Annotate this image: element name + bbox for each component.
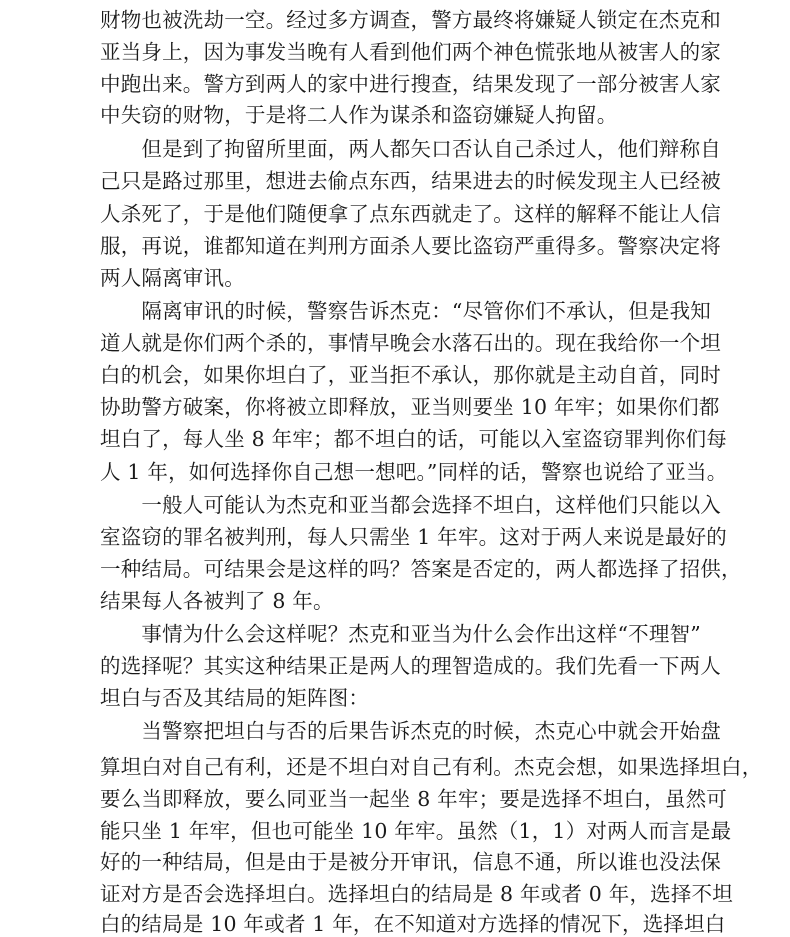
- text-line: 算坦白对自己有利，还是不坦白对自己有利。杰克会想，如果选择坦白，: [100, 755, 763, 779]
- text-line: 白的机会，如果你坦白了，亚当拒不承认，那你就是主动自首，同时: [100, 363, 721, 387]
- text-line: 协助警方破案，你将被立即释放，亚当则要坐 10 年牢；如果你们都: [100, 395, 720, 419]
- text-line: 室盗窃的罪名被判刑，每人只需坐 1 年牢。这对于两人来说是最好的: [100, 525, 727, 549]
- text-line: 己只是路过那里，想进去偷点东西，结果进去的时候发现主人已经被: [100, 169, 721, 193]
- text-line: 中失窃的财物，于是将二人作为谋杀和盗窃嫌疑人拘留。: [100, 103, 618, 127]
- text-line: 一般人可能认为杰克和亚当都会选择不坦白，这样他们只能以入: [100, 493, 721, 517]
- text-line: 的选择呢？其实这种结果正是两人的理智造成的。我们先看一下两人: [100, 654, 721, 678]
- text-line: 要么当即释放，要么同亚当一起坐 8 年牢；要是选择不坦白，虽然可: [100, 787, 727, 811]
- text-line: 财物也被洗劫一空。经过多方调查，警方最终将嫌疑人锁定在杰克和: [100, 8, 721, 32]
- text-line: 中跑出来。警方到两人的家中进行搜查，结果发现了一部分被害人家: [100, 72, 721, 96]
- text-line: 但是到了拘留所里面，两人都矢口否认自己杀过人，他们辩称自: [100, 137, 721, 161]
- text-line: 道人就是你们两个杀的，事情早晚会水落石出的。现在我给你一个坦: [100, 331, 721, 355]
- text-line: 坦白了，每人坐 8 年牢；都不坦白的话，可能以入室盗窃罪判你们每: [100, 427, 727, 451]
- text-line: 事情为什么会这样呢？杰克和亚当为什么会作出这样“不理智”: [100, 622, 701, 646]
- text-line: 隔离审讯的时候，警察告诉杰克：“尽管你们不承认，但是我知: [100, 299, 711, 323]
- document-page: [100, 0, 763, 936]
- text-line: 一种结局。可结果会是这样的吗？答案是否定的，两人都选择了招供，: [100, 557, 742, 581]
- text-line: 当警察把坦白与否的后果告诉杰克的时候，杰克心中就会开始盘: [100, 719, 721, 743]
- text-line: 白的结局是 10 年或者 1 年，在不知道对方选择的情况下，选择坦白: [100, 912, 726, 936]
- text-line: 亚当身上，因为事发当晚有人看到他们两个神色慌张地从被害人的家: [100, 40, 721, 64]
- text-line: 证对方是否会选择坦白。选择坦白的结局是 8 年或者 0 年，选择不坦: [100, 882, 733, 906]
- text-line: 两人隔离审讯。: [100, 266, 245, 290]
- text-line: 服，再说，谁都知道在判刑方面杀人要比盗窃严重得多。警察决定将: [100, 234, 721, 258]
- text-line: 结果每人各被判了 8 年。: [100, 589, 334, 613]
- text-line: 能只坐 1 年牢，但也可能坐 10 年牢。虽然（1，1）对两人而言是最: [100, 819, 732, 843]
- text-line: 人杀死了，于是他们随便拿了点东西就走了。这样的解释不能让人信: [100, 202, 721, 226]
- text-line: 人 1 年，如何选择你自己想一想吧。”同样的话，警察也说给了亚当。: [100, 460, 728, 484]
- text-line: 好的一种结局，但是由于是被分开审讯，信息不通，所以谁也没法保: [100, 850, 721, 874]
- text-line: 坦白与否及其结局的矩阵图：: [100, 686, 370, 710]
